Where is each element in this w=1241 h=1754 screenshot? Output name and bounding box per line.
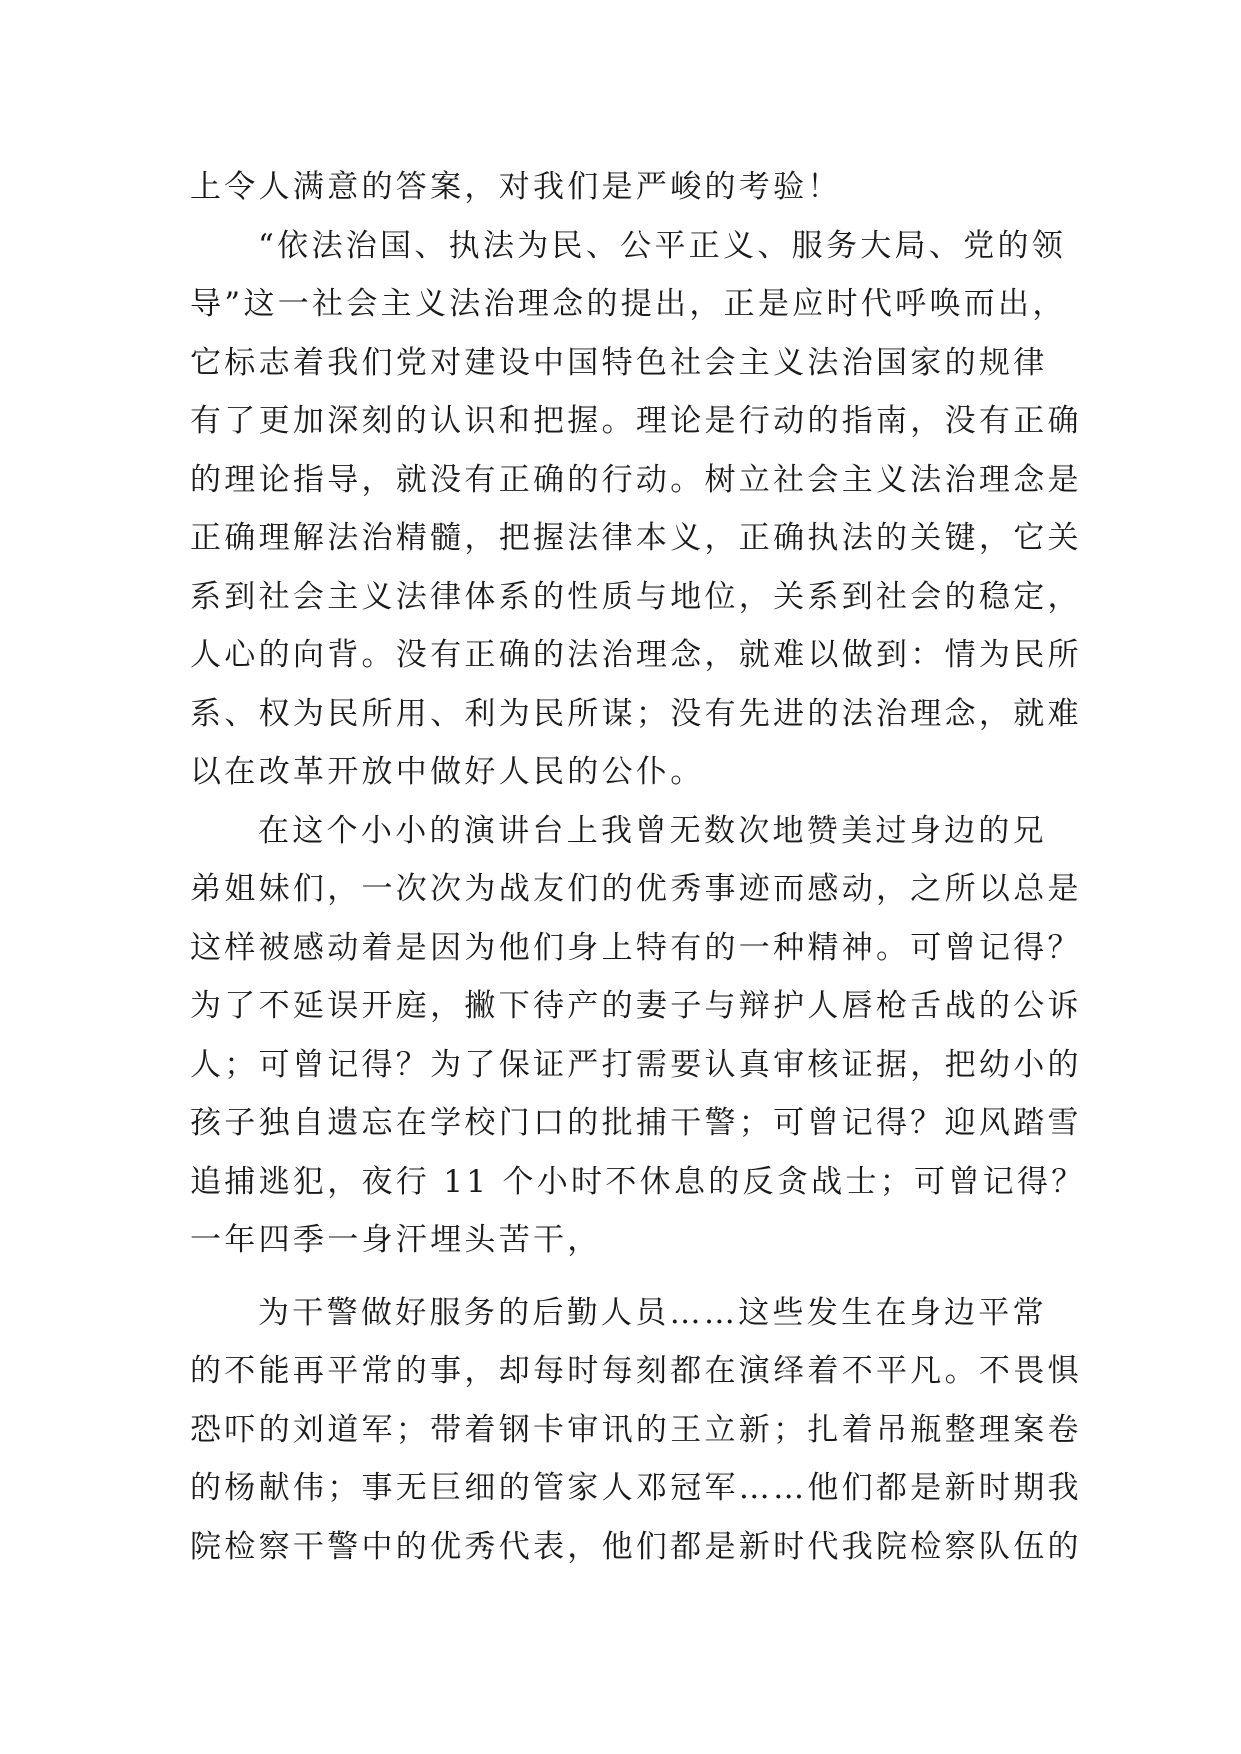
text-line: 有了更加深刻的认识和把握。理论是行动的指南，没有正确: [190, 403, 1082, 439]
text-line: 的理论指导，就没有正确的行动。树立社会主义法治理念是: [190, 461, 1082, 498]
text-line: 恐吓的刘道军；带着钢卡审讯的王立新；扎着吊瓶整理案卷: [190, 1411, 1082, 1448]
text-line: 追捕逃犯，夜行 11 个小时不休息的反贪战士；可曾记得？: [190, 1163, 1086, 1200]
text-line: 它标志着我们党对建设中国特色社会主义法治国家的规律: [190, 344, 1048, 381]
text-line: 为干警做好服务的后勤人员……这些发生在身边平常: [258, 1294, 1047, 1331]
text-line: 系、权为民所用、利为民所谋；没有先进的法治理念，就难: [190, 695, 1082, 732]
text-line: 这样被感动着是因为他们身上特有的一种精神。可曾记得？: [190, 929, 1082, 966]
text-line: 一年四季一身汗埋头苦干，: [190, 1222, 602, 1258]
text-line: 在这个小小的演讲台上我曾无数次地赞美过身边的兄: [258, 812, 1047, 849]
text-line: 人；可曾记得？为了保证严打需要认真审核证据，把幼小的: [190, 1046, 1082, 1083]
text-line: 正确理解法治精髓，把握法律本义，正确执法的关键，它关: [190, 520, 1082, 556]
text-line: “依法治国、执法为民、公平正义、服务大局、党的领: [258, 227, 1067, 264]
text-line: 的不能再平常的事，却每时每刻都在演绎着不平凡。不畏惧: [190, 1353, 1082, 1389]
text-line: 以在改革开放中做好人民的公仆。: [190, 754, 705, 790]
text-line: 为了不延误开庭，撇下待产的妻子与辩护人唇枪舌战的公诉: [190, 988, 1082, 1024]
text-line: 人心的向背。没有正确的法治理念，就难以做到：情为民所: [190, 637, 1082, 673]
document-body: [190, 158, 1086, 1576]
text-line: 上令人满意的答案，对我们是严峻的考验！: [190, 169, 842, 205]
text-line: 导”这一社会主义法治理念的提出，正是应时代呼唤而出，: [190, 286, 1067, 322]
text-line: 系到社会主义法律体系的性质与地位，关系到社会的稳定，: [190, 578, 1082, 615]
text-line: 的杨献伟；事无巨细的管家人邓冠军……他们都是新时期我: [190, 1470, 1082, 1506]
text-line: 弟姐妹们，一次次为战友们的优秀事迹而感动，之所以总是: [190, 871, 1082, 907]
text-line: 孩子独自遗忘在学校门口的批捕干警；可曾记得？迎风踏雪: [190, 1105, 1082, 1141]
text-line: 院检察干警中的优秀代表，他们都是新时代我院检察队伍的: [190, 1528, 1082, 1565]
